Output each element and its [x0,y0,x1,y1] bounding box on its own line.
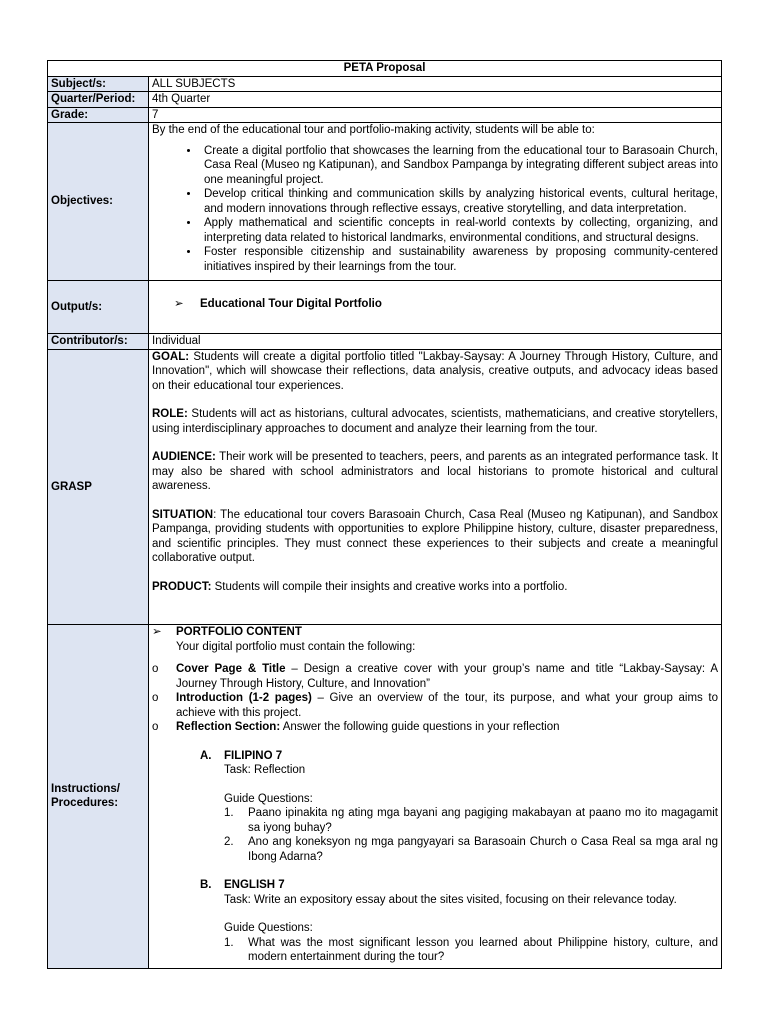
output-cell [149,281,722,334]
circle-bullet-icon: o [152,721,159,733]
portfolio-intro: Your digital portfolio must contain the following: [176,640,416,653]
objective-item: • Create a digital portfolio that showcases the learning from the educational tour to Barasoain Church, Casa Real (Museo ng Katipunan), and Sandbox Pampanga by integrating different subject areas into one meaningful project. [200,144,718,188]
subject-label: Subject/s: [48,76,149,92]
grade-value: 7 [149,107,722,123]
objectives-label: Objectives: [48,123,149,281]
portfolio-item: o Cover Page & Title – Design a creative cover with your group’s name and title “Lakbay-Saysay: A Journey Through History, Culture, and Innovation” [152,663,719,690]
circle-bullet-icon: o [152,663,159,675]
subject-row [48,76,722,92]
arrow-bullet-icon: ➢ [174,298,184,310]
grasp-situation: SITUATION: The educational tour covers Barasoain Church, Casa Real (Museo ng Katipunan), and Sandbox Pampanga, providing students with opportunities to explore Philippine history, culture, disaster preparedness, and scientific principles. They must connect these experiences to their subjects and create a meaningful collaborative output. [152,508,719,564]
portfolio-item: o Reflection Section: Answer the following guide questions in your reflection [152,721,560,733]
output-label: Output/s: [48,281,149,334]
grasp-label: GRASP [48,349,149,625]
objective-item: • Foster responsible citizenship and sustainability awareness by proposing community-centered initiatives inspired by their learnings from the tour. [200,245,718,274]
grasp-audience: AUDIENCE: Their work will be presented to teachers, peers, and parents as an integrated performance task. It may also be shared with school administrators and local historians to promote historical and cultural awareness. [152,451,719,492]
portfolio-item: o Introduction (1-2 pages) – Give an overview of the tour, its purpose, and what your group aims to achieve with this project. [152,692,719,719]
peta-proposal-table [47,60,722,969]
guide-question: 1. What was the most significant lesson you learned about Philippine history, culture, and modern entertainment during the tour? [224,936,719,963]
grasp-goal: GOAL: Students will create a digital portfolio titled "Lakbay-Saysay: A Journey Through History, Culture, and Innovation", which will showcase their reflections, data analysis, creative outputs, and advocacy ideas based on their educational tour experiences. [152,350,719,392]
grasp-role: ROLE: Students will act as historians, cultural advocates, scientists, mathematicians, and creative storytellers, using interdisciplinary approaches to document and analyze their learning from the tour. [152,408,719,435]
objectives-list [152,144,718,275]
guide-question: 1. Paano ipinakita ng ating mga bayani ang pagiging makabayan at paano mo ito magagamit sa iyong buhay? [224,807,719,834]
instructions-row [48,625,722,969]
title-row [48,61,722,77]
objectives-row [48,123,722,281]
guide-questions-label: Guide Questions: [224,922,313,934]
quarter-row [48,92,722,108]
instructions-cell [149,625,722,969]
guide-question: 2. Ano ang koneksyon ng mga pangyayari sa Barasoain Church o Casa Real sa mga aral ng Ibong Adarna? [224,836,719,863]
grasp-product: PRODUCT: Students will compile their insights and creative works into a portfolio. [152,580,568,593]
grade-label: Grade: [48,107,149,123]
contributor-value: Individual [149,334,722,350]
subject-section-filipino: A. FILIPINO 7 Task: Reflection Guide Questions: 1. Paano ipinakita ng ating mga bayani ang pagiging makabayan at paano mo ito magagamit sa iyong buhay? 2. Ano ang koneksyon ng mga pangyayari sa Barasoain Church o Casa Real sa mga aral ng Ibong Adarna? [200,749,719,863]
portfolio-content-heading: ➢ PORTFOLIO CONTENT [152,626,302,638]
grasp-row [48,349,722,625]
subject-heading: ENGLISH 7 [224,879,285,891]
output-value: Educational Tour Digital Portfolio [200,298,382,310]
subject-task: Task: Write an expository essay about the sites visited, focusing on their relevance today. [224,893,677,906]
subject-heading: FILIPINO 7 [224,749,283,762]
objective-item: • Apply mathematical and scientific concepts in real-world contexts by collecting, organizing, and interpreting data related to historical landmarks, environmental conditions, and structural designs. [200,216,718,245]
subject-value: ALL SUBJECTS [149,76,722,92]
objectives-intro: By the end of the educational tour and portfolio-making activity, students will be able to: [152,124,595,136]
subject-task: Task: Reflection [224,764,306,776]
circle-bullet-icon: o [152,692,159,704]
grade-row [48,107,722,123]
contributor-label: Contributor/s: [48,334,149,350]
objective-item: • Develop critical thinking and communication skills by analyzing historical events, cultural heritage, and modern innovations through reflective essays, creative storytelling, and data interpretation. [200,187,718,216]
quarter-value: 4th Quarter [149,92,722,108]
output-row [48,281,722,334]
instructions-label: Instructions/ Procedures: [48,625,149,969]
document-title: PETA Proposal [48,61,722,77]
subject-section-english: B. ENGLISH 7 Task: Write an expository essay about the sites visited, focusing on their relevance today. Guide Questions: 1. What was the most significant lesson you learned about Philippine history, culture, and modern entertainment during the tour? [200,879,719,963]
arrow-bullet-icon: ➢ [152,626,162,638]
contributor-row [48,334,722,350]
grasp-cell [149,349,722,625]
quarter-label: Quarter/Period: [48,92,149,108]
objectives-cell [149,123,722,281]
guide-questions-label: Guide Questions: [224,792,313,805]
